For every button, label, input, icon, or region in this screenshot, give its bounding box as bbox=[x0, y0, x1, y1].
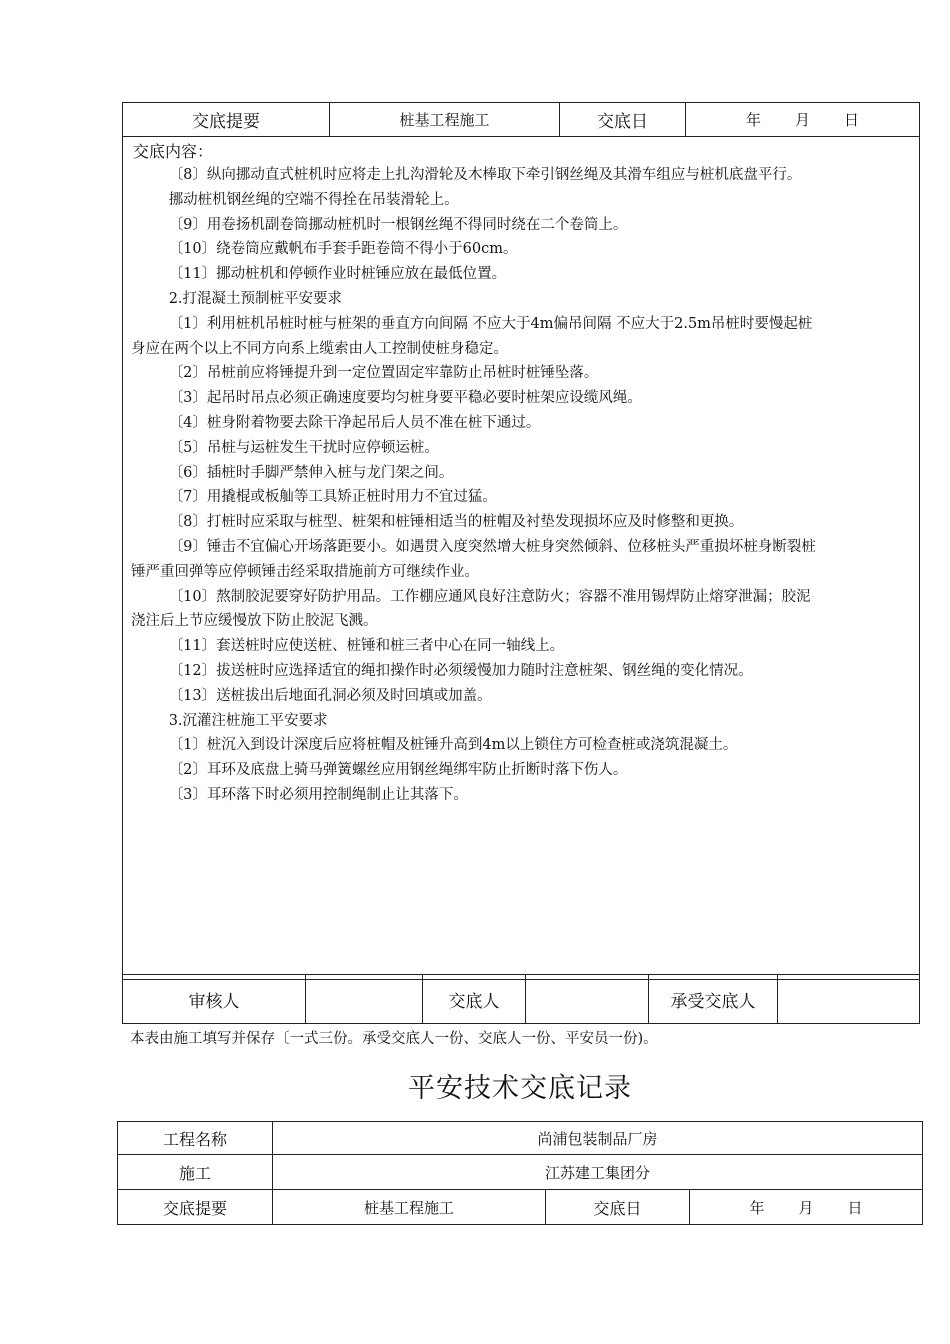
content-paragraph: 〔7〕用撬棍或板舢等工具矫正桩时用力不宜过猛。 bbox=[168, 489, 497, 506]
content-title: 交底内容： bbox=[133, 142, 214, 161]
content-paragraph: 〔6〕插桩时手脚严禁伸入桩与龙门架之间。 bbox=[168, 464, 454, 481]
content-paragraph: 〔1〕桩沉入到设计深度后应将桩帽及桩锤升高到4m以上锁住方可检查桩或浇筑混凝土。 bbox=[168, 737, 738, 754]
record-table bbox=[117, 1121, 923, 1225]
content-paragraph: 〔4〕桩身附着物要去除干净起吊后人员不准在桩下通过。 bbox=[168, 414, 541, 431]
summary-value: 桩基工程施工 bbox=[330, 103, 560, 137]
content-cell bbox=[123, 137, 920, 980]
date-value bbox=[686, 103, 920, 137]
content-paragraph: 〔10〕熬制胶泥要穿好防护用品。工作棚应通风良好注意防火；容器不准用锡焊防止熔穿泄漏；胶泥 bbox=[168, 588, 811, 605]
date-value bbox=[690, 1190, 923, 1225]
receiver-label: 承受交底人 bbox=[649, 975, 778, 1024]
presenter-label: 交底人 bbox=[423, 975, 526, 1024]
summary-label: 交底提要 bbox=[118, 1190, 273, 1225]
project-value: 尚浦包装制品厂房 bbox=[273, 1122, 923, 1155]
date-month: 月 bbox=[794, 111, 810, 129]
signature-row bbox=[123, 975, 920, 1024]
content-paragraph: 身应在两个以上不同方向系上缆索由人工控制使桩身稳定。 bbox=[131, 340, 508, 357]
content-paragraph: 〔10〕绕卷筒应戴帆布手套手距卷筒不得小于60cm。 bbox=[168, 241, 518, 258]
content-paragraph: 〔8〕打桩时应采取与桩型、桩架和桩锤相适当的桩帽及衬垫发现损坏应及时修整和更换。 bbox=[168, 514, 744, 531]
content-paragraph: 3.沉灌注桩施工平安要求 bbox=[168, 712, 328, 729]
content-paragraph: 〔11〕挪动桩机和停顿作业时桩锤应放在最低位置。 bbox=[168, 266, 507, 283]
content-paragraph: 〔2〕耳环及底盘上骑马弹簧螺丝应用钢丝绳绑牢防止折断时落下伤人。 bbox=[168, 762, 628, 779]
document-title: 平安技术交底记录 bbox=[408, 1073, 632, 1104]
date-year: 年 bbox=[745, 111, 761, 129]
content-paragraph: 〔11〕套送桩时应使送桩、桩锤和桩三者中心在同一轴线上。 bbox=[168, 638, 565, 655]
content-paragraph: 〔3〕耳环落下时必须用控制绳制止让其落下。 bbox=[168, 786, 468, 803]
receiver-field[interactable] bbox=[778, 975, 920, 1024]
content-paragraph: 〔13〕送桩拔出后地面孔洞必须及时回填或加盖。 bbox=[168, 687, 492, 704]
content-paragraph: 〔9〕用卷扬机副卷筒挪动桩机时一根钢丝绳不得同时绕在二个卷筒上。 bbox=[168, 216, 628, 233]
date-day: 日 bbox=[844, 111, 860, 129]
construction-label: 施工 bbox=[118, 1155, 273, 1190]
summary-value: 桩基工程施工 bbox=[273, 1190, 546, 1225]
date-label: 交底日 bbox=[546, 1190, 690, 1225]
footer-note: 本表由施工填写并保存〔一式三份。承受交底人一份、交底人一份、平安员一份)。 bbox=[130, 1031, 658, 1047]
content-paragraphs bbox=[131, 163, 911, 808]
content-paragraph: 2.打混凝土预制桩平安要求 bbox=[168, 290, 343, 307]
date-day: 日 bbox=[847, 1198, 863, 1217]
date-month: 月 bbox=[798, 1198, 814, 1217]
content-paragraph: 〔2〕吊桩前应将锤提升到一定位置固定牢靠防止吊桩时桩锤坠落。 bbox=[168, 365, 599, 382]
content-paragraph: 锤严重回弹等应停顿锤击经采取措施前方可继续作业。 bbox=[131, 563, 479, 580]
content-paragraph: 〔3〕起吊时吊点必须正确速度要均匀桩身要平稳必要时桩架应设缆风绳。 bbox=[168, 390, 642, 407]
project-row bbox=[118, 1122, 923, 1155]
construction-value: 江苏建工集团分 bbox=[273, 1155, 923, 1190]
content-paragraph: 〔5〕吊桩与运桩发生干扰时应停顿运桩。 bbox=[168, 439, 439, 456]
header-row bbox=[123, 103, 920, 137]
content-paragraph: 〔9〕锤击不宜偏心开场落距要小。如遇贯入度突然增大桩身突然倾斜、位移桩头严重损坏桩身断裂桩 bbox=[168, 538, 816, 555]
content-paragraph: 挪动桩机钢丝绳的空端不得拴在吊装滑轮上。 bbox=[168, 191, 459, 208]
disclosure-table bbox=[122, 102, 920, 980]
project-label: 工程名称 bbox=[118, 1122, 273, 1155]
content-paragraph: 浇注后上节应缓慢放下防止胶泥飞溅。 bbox=[131, 613, 378, 630]
summary-row bbox=[118, 1190, 923, 1225]
content-paragraph: 〔1〕利用桩机吊桩时桩与桩架的垂直方向间隔 不应大于4m偏吊间隔 不应大于2.5m吊桩时要慢起桩 bbox=[168, 315, 813, 332]
signature-table bbox=[122, 974, 920, 1024]
content-paragraph: 〔8〕纵向挪动直式桩机时应将走上扎沟滑轮及木棒取下牵引钢丝绳及其滑车组应与桩机底盘平行。 bbox=[168, 167, 802, 183]
content-paragraph: 〔12〕拔送桩时应选择适宜的绳扣操作时必须缓慢加力随时注意桩架、钢丝绳的变化情况。 bbox=[168, 662, 753, 679]
reviewer-label: 审核人 bbox=[123, 975, 306, 1024]
presenter-field[interactable] bbox=[526, 975, 649, 1024]
date-year: 年 bbox=[749, 1198, 765, 1217]
date-label: 交底日 bbox=[560, 103, 686, 137]
construction-row bbox=[118, 1155, 923, 1190]
reviewer-field[interactable] bbox=[306, 975, 423, 1024]
summary-label: 交底提要 bbox=[123, 103, 330, 137]
